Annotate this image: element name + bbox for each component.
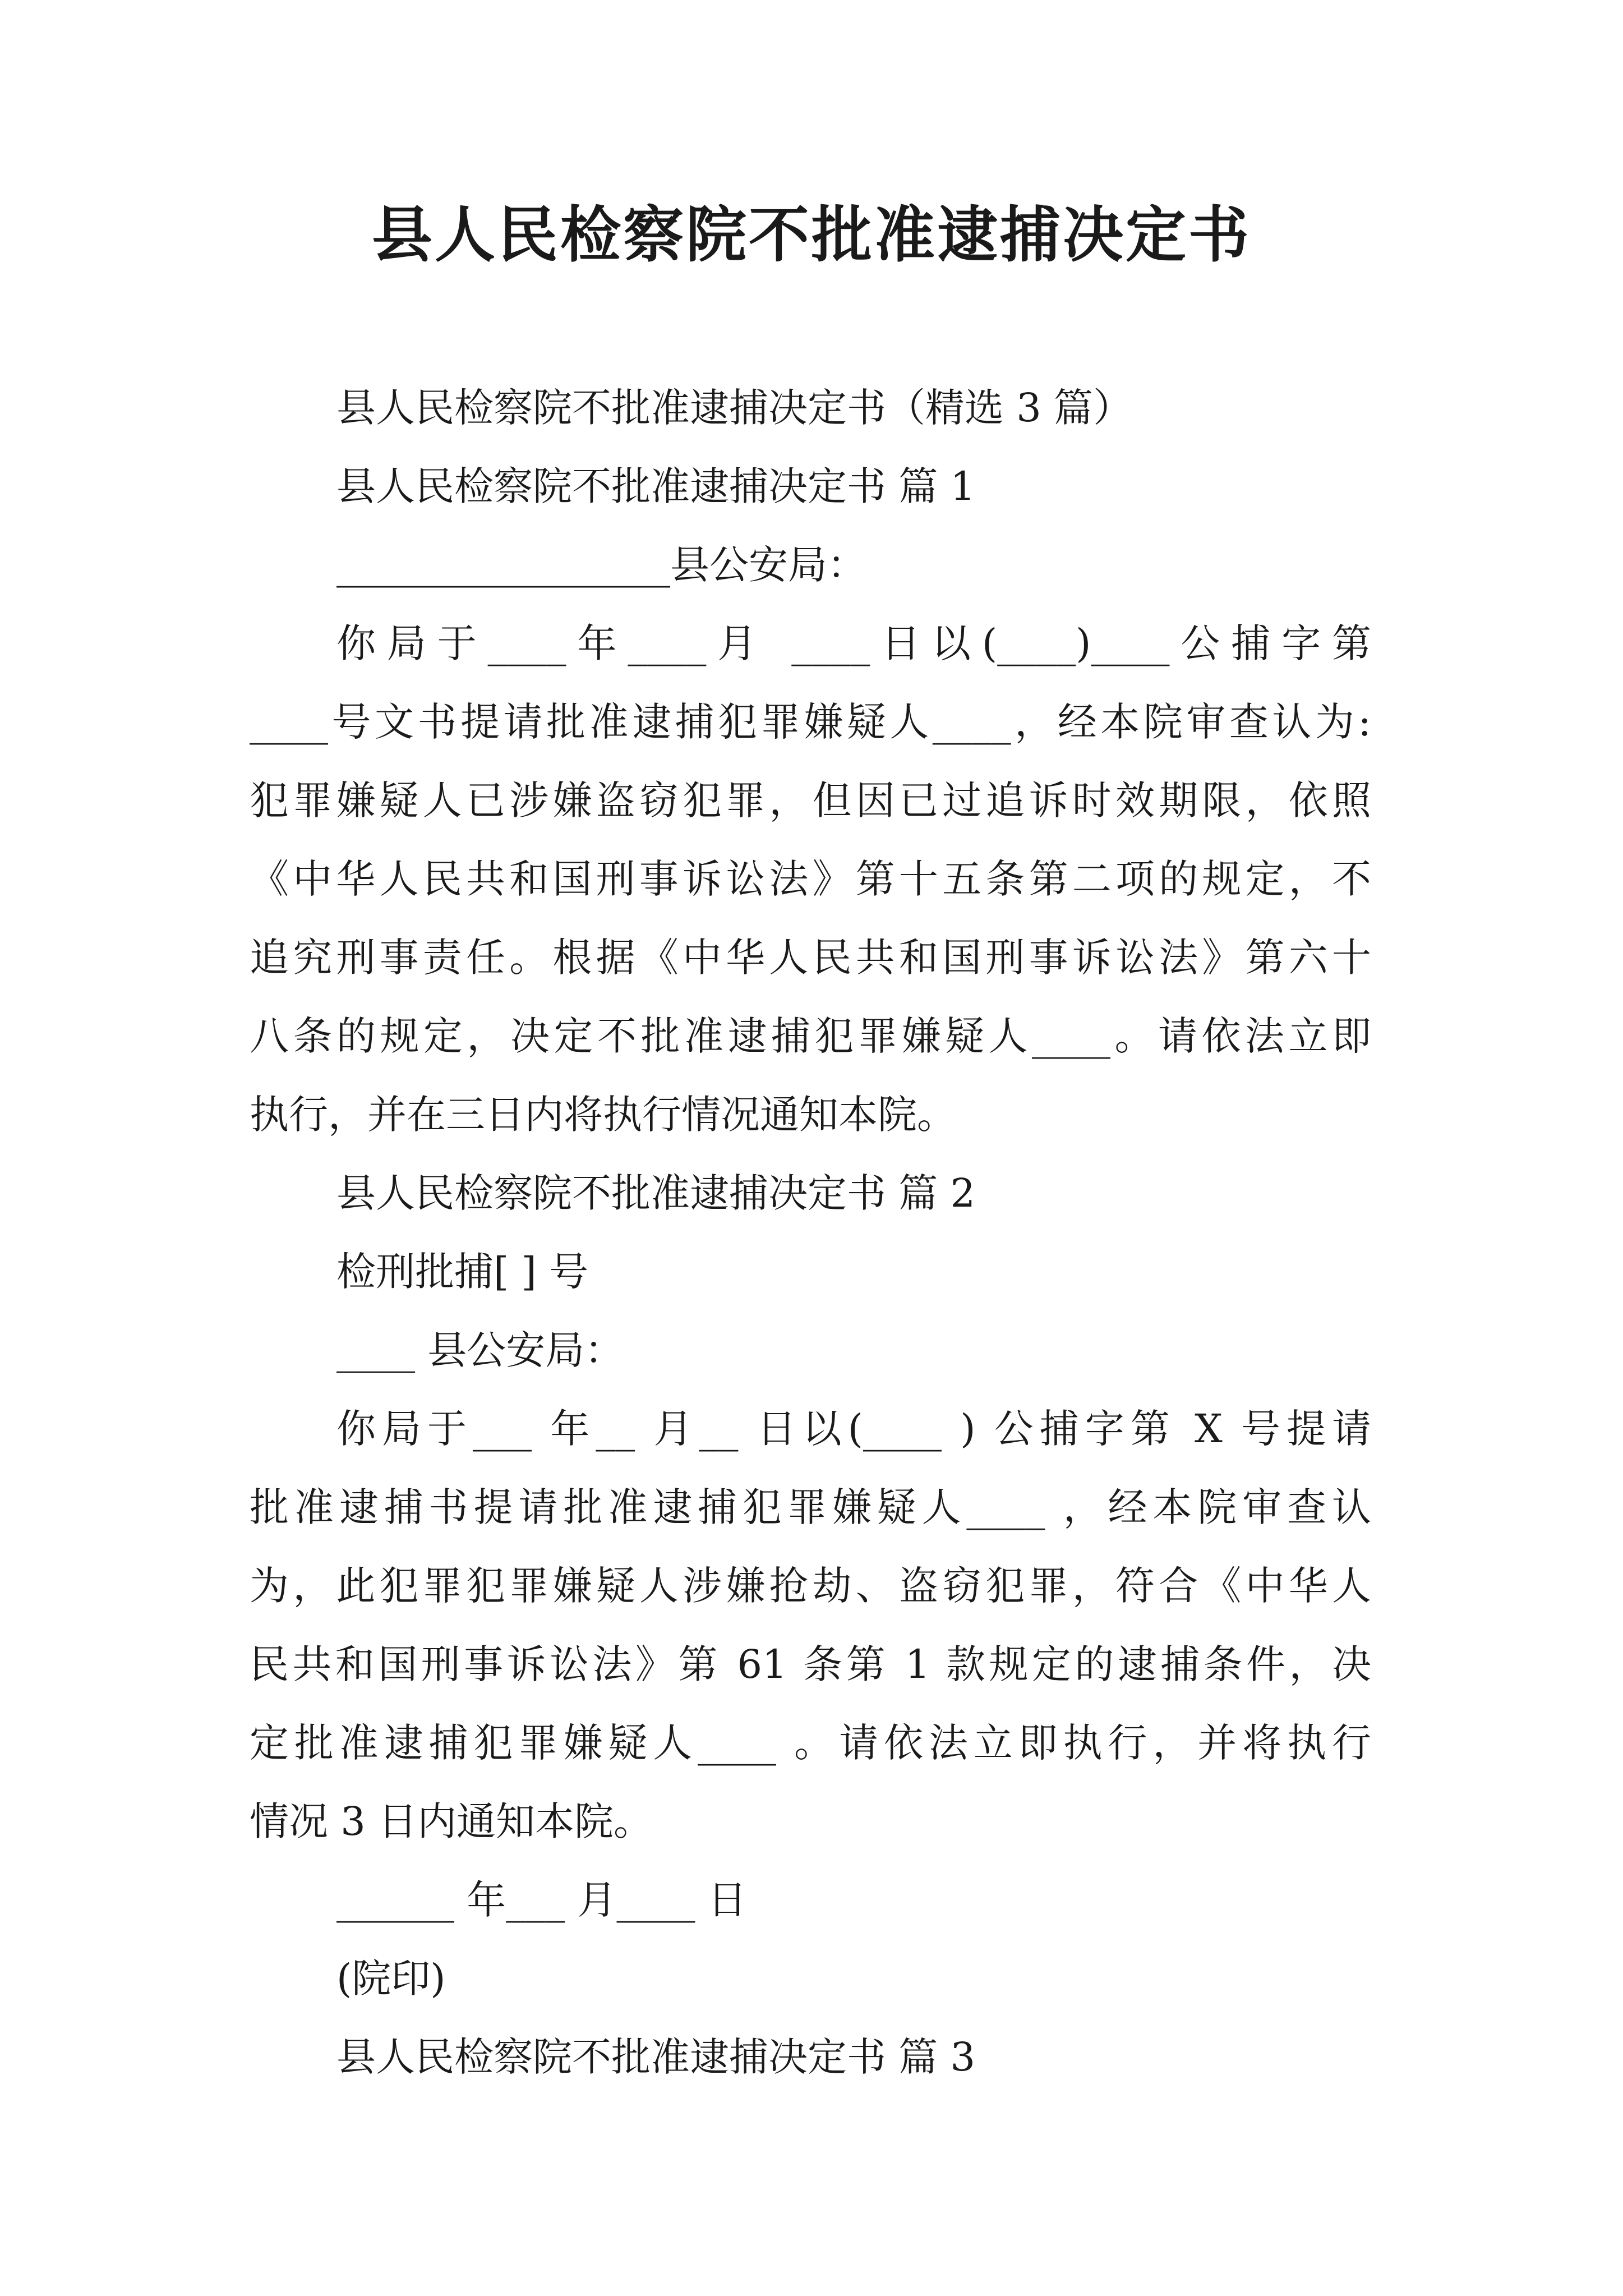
collection-heading: 县人民检察院不批准逮捕决定书（精选 3 篇） [336, 385, 1133, 431]
body-1-line-7: 执行，并在三日内将执行情况通知本院。 [250, 1092, 956, 1138]
section-heading-2: 县人民检察院不批准逮捕决定书 篇 2 [336, 1170, 976, 1216]
section-heading-3: 县人民检察院不批准逮捕决定书 篇 3 [336, 2034, 976, 2080]
addressee-1: _________________县公安局： [336, 542, 866, 588]
body-2-line-4: 民共和国刑事诉讼法》第 61 条第 1 款规定的逮捕条件，决 [250, 1641, 1371, 1687]
body-2-line-3: 为，此犯罪犯罪嫌疑人涉嫌抢劫、盗窃犯罪，符合《中华人 [250, 1563, 1371, 1609]
body-1-line-4: 《中华人民共和国刑事诉讼法》第十五条第二项的规定，不 [250, 856, 1371, 902]
body-1-line-3: 犯罪嫌疑人已涉嫌盗窃犯罪，但因已过追诉时效期限，依照 [250, 777, 1371, 823]
section-heading-1: 县人民检察院不批准逮捕决定书 篇 1 [336, 463, 976, 509]
addressee-2: ____ 县公安局： [336, 1327, 624, 1373]
seal-note: (院印) [336, 1955, 446, 2001]
date-line: ______ 年___ 月____ 日 [336, 1877, 747, 1923]
body-1-line-5: 追究刑事责任。根据《中华人民共和国刑事诉讼法》第六十 [250, 935, 1371, 981]
case-number: 检刑批捕[ ] 号 [336, 1249, 589, 1295]
body-2-line-5: 定批准逮捕犯罪嫌疑人____ 。请依法立即执行，并将执行 [250, 1720, 1371, 1766]
document-title: 县人民检察院不批准逮捕决定书 [371, 200, 1251, 270]
body-2-line-6: 情况 3 日内通知本院。 [250, 1798, 653, 1844]
body-2-line-1: 你局于___ 年__ 月__ 日以(____ ) 公捕字第 X 号提请 [336, 1406, 1371, 1452]
body-1-line-1: 你局于____年____月 ____日以(____)____公捕字第 [336, 620, 1371, 666]
body-1-line-6: 八条的规定，决定不批准逮捕犯罪嫌疑人____。请依法立即 [250, 1013, 1371, 1059]
body-1-line-2: ____号文书提请批准逮捕犯罪嫌疑人____，经本院审查认为: [250, 699, 1371, 745]
body-2-line-2: 批准逮捕书提请批准逮捕犯罪嫌疑人____ ，经本院审查认 [250, 1484, 1371, 1530]
